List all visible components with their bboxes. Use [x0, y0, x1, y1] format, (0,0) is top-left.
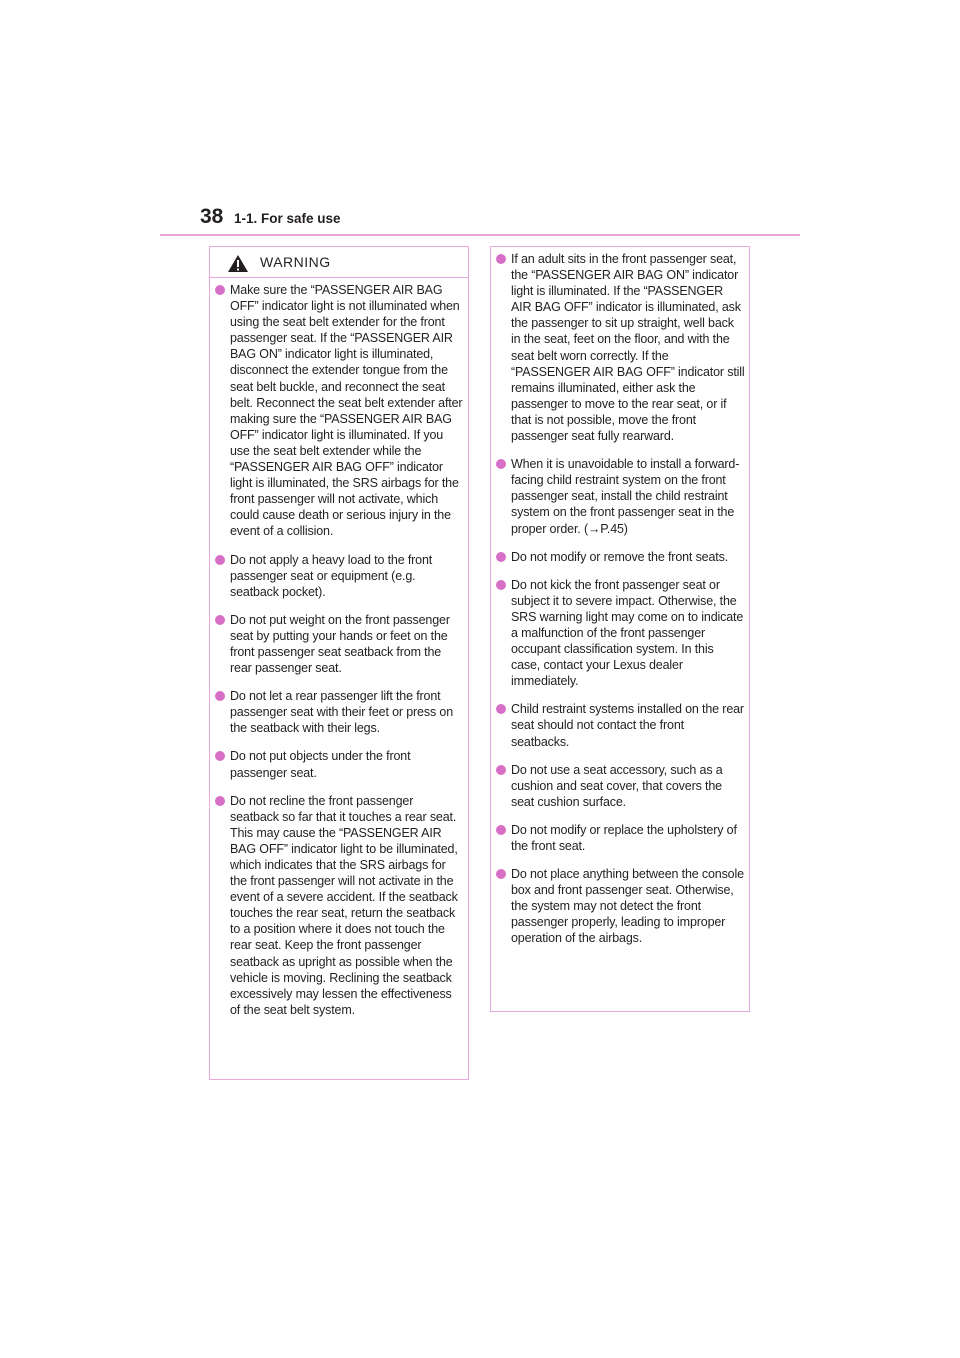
list-item	[212, 748, 464, 780]
warning-box-right	[490, 246, 750, 1012]
bullet-icon	[496, 580, 506, 590]
item-text: Do not put weight on the front passenger seat by putting your hands or feet on the front passenger seat seatback from the rear passenger seat.	[230, 612, 450, 676]
list-item	[212, 688, 464, 736]
item-text: When it is unavoidable to install a forward-facing child restraint system on the front passenger seat, install the child restraint system on the front passenger seat in the proper order. (→P.45)	[511, 457, 740, 536]
list-item	[212, 282, 464, 540]
warning-list-right	[491, 247, 749, 947]
item-text: If an adult sits in the front passenger seat, the “PASSENGER AIR BAG ON” indicator light is illuminated. If the “PASSENGER AIR BAG OFF” indicator is illuminated, ask the passenger to sit up straight, well back in the seat, feet on the floor, and with the seat belt worn correctly. If the “PASSENGER AIR BAG OFF” indicator still remains illuminated, either ask the passenger to move to the rear seat, or if that is not possible, move the front passenger seat fully rearward.	[511, 252, 745, 444]
item-text: Make sure the “PASSENGER AIR BAG OFF” indicator light is not illuminated when using the seat belt extender for the front passenger seat. If the “PASSENGER AIR BAG ON” indicator light is illuminated, disconnect the extender tongue from the seat belt buckle, and reconnect the seat belt. Reconnect the seat belt extender after making sure the “PASSENGER AIR BAG OFF” indicator light is illuminated. If you use the seat belt extender while the “PASSENGER AIR BAG OFF” indicator light is illuminated, the SRS airbags for the front passenger will not activate, which could cause death or serious injury in the event of a collision.	[230, 283, 463, 539]
page-header	[160, 204, 800, 236]
item-text: Do not recline the front passenger seatback so far that it touches a rear seat. This may cause the “PASSENGER AIR BAG OFF” indicator light to be illuminated, which indicates that the SRS airbags for the front passenger will not activate in the event of a severe accident. If the seatback touches the rear seat, return the seatback to a position where it does not touch the rear seat. Keep the front passenger seatback as upright as possible when the vehicle is moving. Reclining the seatback excessively may lessen the effectiveness of the seat belt system.	[230, 793, 458, 1017]
item-text: Do not modify or replace the upholstery of the front seat.	[511, 822, 737, 853]
bullet-icon	[215, 751, 225, 761]
bullet-icon	[496, 254, 506, 264]
list-item	[212, 552, 464, 600]
bullet-icon	[215, 615, 225, 625]
bullet-icon	[496, 704, 506, 714]
bullet-icon	[215, 285, 225, 295]
warning-list-left	[210, 278, 468, 1018]
item-text: Do not kick the front passenger seat or subject it to severe impact. Otherwise, the SRS warning light may come on to indicate a malfunction of the front passenger occupant classification system. In this case, contact your Lexus dealer immediately.	[511, 577, 744, 689]
list-item	[212, 793, 464, 1018]
item-text: Do not modify or remove the front seats.	[511, 549, 729, 564]
item-text: Do not put objects under the front passenger seat.	[230, 749, 411, 780]
item-text: Do not place anything between the console box and front passenger seat. Otherwise, the system may not detect the front passenger properly, leading to improper operation of the airbags.	[511, 867, 744, 946]
bullet-icon	[496, 869, 506, 879]
list-item	[493, 822, 745, 854]
bullet-icon	[215, 555, 225, 565]
list-item	[212, 612, 464, 676]
list-item	[493, 456, 745, 536]
item-text: Do not use a seat accessory, such as a cushion and seat cover, that covers the seat cushion surface.	[511, 762, 723, 809]
bullet-icon	[215, 796, 225, 806]
list-item	[493, 549, 745, 565]
warning-title: WARNING	[260, 254, 331, 270]
bullet-icon	[496, 765, 506, 775]
section-title: 1-1. For safe use	[234, 211, 341, 226]
list-item	[493, 866, 745, 946]
bullet-icon	[215, 691, 225, 701]
list-item	[493, 701, 745, 749]
warning-triangle-icon	[227, 254, 249, 273]
bullet-icon	[496, 825, 506, 835]
item-text: Do not apply a heavy load to the front passenger seat or equipment (e.g. seatback pocket).	[230, 552, 433, 599]
list-item	[493, 762, 745, 810]
warning-header	[210, 247, 468, 278]
warning-box-left	[209, 246, 469, 1080]
item-text: Child restraint systems installed on the rear seat should not contact the front seatbacks.	[511, 702, 744, 749]
bullet-icon	[496, 459, 506, 469]
item-text: Do not let a rear passenger lift the front passenger seat with their feet or press on the seatback with their legs.	[230, 689, 453, 736]
list-item	[493, 251, 745, 444]
list-item	[493, 577, 745, 690]
bullet-icon	[496, 552, 506, 562]
page-number: 38	[200, 205, 224, 228]
